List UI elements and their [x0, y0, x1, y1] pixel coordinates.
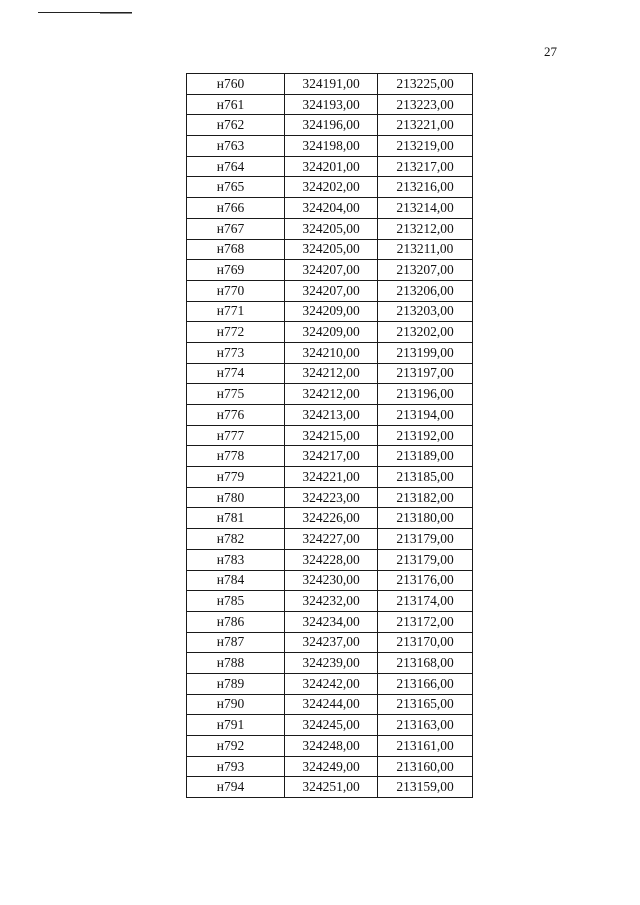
y-coordinate-cell: 213192,00 — [378, 425, 473, 446]
point-id-cell: н761 — [187, 94, 285, 115]
point-id-cell: н791 — [187, 715, 285, 736]
table-row — [187, 611, 473, 632]
point-id-cell: н779 — [187, 467, 285, 488]
y-coordinate-cell: 213194,00 — [378, 405, 473, 426]
x-coordinate-cell: 324244,00 — [285, 694, 378, 715]
point-id-cell: н790 — [187, 694, 285, 715]
table-row — [187, 425, 473, 446]
x-coordinate-cell: 324221,00 — [285, 467, 378, 488]
x-coordinate-cell: 324201,00 — [285, 156, 378, 177]
table-row — [187, 736, 473, 757]
y-coordinate-cell: 213179,00 — [378, 549, 473, 570]
table-row — [187, 115, 473, 136]
x-coordinate-cell: 324239,00 — [285, 653, 378, 674]
point-id-cell: н783 — [187, 549, 285, 570]
coordinates-table — [186, 73, 473, 798]
table-row — [187, 694, 473, 715]
y-coordinate-cell: 213179,00 — [378, 529, 473, 550]
table-row — [187, 529, 473, 550]
point-id-cell: н763 — [187, 136, 285, 157]
point-id-cell: н775 — [187, 384, 285, 405]
y-coordinate-cell: 213168,00 — [378, 653, 473, 674]
point-id-cell: н764 — [187, 156, 285, 177]
x-coordinate-cell: 324251,00 — [285, 777, 378, 798]
point-id-cell: н766 — [187, 198, 285, 219]
y-coordinate-cell: 213185,00 — [378, 467, 473, 488]
x-coordinate-cell: 324212,00 — [285, 384, 378, 405]
y-coordinate-cell: 213165,00 — [378, 694, 473, 715]
point-id-cell: н773 — [187, 342, 285, 363]
x-coordinate-cell: 324209,00 — [285, 322, 378, 343]
y-coordinate-cell: 213163,00 — [378, 715, 473, 736]
table-row — [187, 549, 473, 570]
x-coordinate-cell: 324217,00 — [285, 446, 378, 467]
y-coordinate-cell: 213223,00 — [378, 94, 473, 115]
point-id-cell: н770 — [187, 280, 285, 301]
coordinates-table-body — [187, 74, 473, 798]
table-row — [187, 280, 473, 301]
point-id-cell: н778 — [187, 446, 285, 467]
point-id-cell: н776 — [187, 405, 285, 426]
table-row — [187, 508, 473, 529]
table-row — [187, 715, 473, 736]
x-coordinate-cell: 324215,00 — [285, 425, 378, 446]
x-coordinate-cell: 324212,00 — [285, 363, 378, 384]
x-coordinate-cell: 324249,00 — [285, 756, 378, 777]
table-row — [187, 136, 473, 157]
y-coordinate-cell: 213214,00 — [378, 198, 473, 219]
point-id-cell: н772 — [187, 322, 285, 343]
x-coordinate-cell: 324207,00 — [285, 280, 378, 301]
table-row — [187, 198, 473, 219]
x-coordinate-cell: 324196,00 — [285, 115, 378, 136]
x-coordinate-cell: 324202,00 — [285, 177, 378, 198]
point-id-cell: н784 — [187, 570, 285, 591]
point-id-cell: н760 — [187, 74, 285, 95]
x-coordinate-cell: 324245,00 — [285, 715, 378, 736]
y-coordinate-cell: 213166,00 — [378, 673, 473, 694]
table-row — [187, 218, 473, 239]
y-coordinate-cell: 213212,00 — [378, 218, 473, 239]
x-coordinate-cell: 324191,00 — [285, 74, 378, 95]
y-coordinate-cell: 213170,00 — [378, 632, 473, 653]
table-row — [187, 301, 473, 322]
point-id-cell: н794 — [187, 777, 285, 798]
point-id-cell: н767 — [187, 218, 285, 239]
point-id-cell: н768 — [187, 239, 285, 260]
point-id-cell: н762 — [187, 115, 285, 136]
x-coordinate-cell: 324223,00 — [285, 487, 378, 508]
point-id-cell: н788 — [187, 653, 285, 674]
table-row — [187, 673, 473, 694]
x-coordinate-cell: 324226,00 — [285, 508, 378, 529]
point-id-cell: н769 — [187, 260, 285, 281]
y-coordinate-cell: 213174,00 — [378, 591, 473, 612]
x-coordinate-cell: 324230,00 — [285, 570, 378, 591]
x-coordinate-cell: 324209,00 — [285, 301, 378, 322]
table-row — [187, 156, 473, 177]
table-row — [187, 260, 473, 281]
x-coordinate-cell: 324210,00 — [285, 342, 378, 363]
point-id-cell: н777 — [187, 425, 285, 446]
x-coordinate-cell: 324213,00 — [285, 405, 378, 426]
y-coordinate-cell: 213182,00 — [378, 487, 473, 508]
table-row — [187, 74, 473, 95]
point-id-cell: н780 — [187, 487, 285, 508]
x-coordinate-cell: 324205,00 — [285, 218, 378, 239]
x-coordinate-cell: 324237,00 — [285, 632, 378, 653]
table-row — [187, 177, 473, 198]
x-coordinate-cell: 324205,00 — [285, 239, 378, 260]
y-coordinate-cell: 213159,00 — [378, 777, 473, 798]
point-id-cell: н785 — [187, 591, 285, 612]
y-coordinate-cell: 213221,00 — [378, 115, 473, 136]
table-row — [187, 342, 473, 363]
point-id-cell: н786 — [187, 611, 285, 632]
y-coordinate-cell: 213211,00 — [378, 239, 473, 260]
table-row — [187, 467, 473, 488]
x-coordinate-cell: 324204,00 — [285, 198, 378, 219]
y-coordinate-cell: 213217,00 — [378, 156, 473, 177]
point-id-cell: н792 — [187, 736, 285, 757]
y-coordinate-cell: 213161,00 — [378, 736, 473, 757]
page-number: 27 — [544, 44, 557, 59]
y-coordinate-cell: 213197,00 — [378, 363, 473, 384]
y-coordinate-cell: 213176,00 — [378, 570, 473, 591]
table-row — [187, 591, 473, 612]
y-coordinate-cell: 213172,00 — [378, 611, 473, 632]
y-coordinate-cell: 213219,00 — [378, 136, 473, 157]
x-coordinate-cell: 324232,00 — [285, 591, 378, 612]
point-id-cell: н774 — [187, 363, 285, 384]
table-row — [187, 405, 473, 426]
table-row — [187, 487, 473, 508]
y-coordinate-cell: 213196,00 — [378, 384, 473, 405]
table-row — [187, 632, 473, 653]
table-row — [187, 94, 473, 115]
table-row — [187, 239, 473, 260]
y-coordinate-cell: 213203,00 — [378, 301, 473, 322]
x-coordinate-cell: 324227,00 — [285, 529, 378, 550]
x-coordinate-cell: 324228,00 — [285, 549, 378, 570]
x-coordinate-cell: 324248,00 — [285, 736, 378, 757]
point-id-cell: н782 — [187, 529, 285, 550]
point-id-cell: н765 — [187, 177, 285, 198]
y-coordinate-cell: 213160,00 — [378, 756, 473, 777]
point-id-cell: н793 — [187, 756, 285, 777]
point-id-cell: н789 — [187, 673, 285, 694]
x-coordinate-cell: 324198,00 — [285, 136, 378, 157]
header-rule-tail — [100, 13, 132, 14]
table-row — [187, 384, 473, 405]
table-row — [187, 322, 473, 343]
y-coordinate-cell: 213216,00 — [378, 177, 473, 198]
y-coordinate-cell: 213206,00 — [378, 280, 473, 301]
y-coordinate-cell: 213202,00 — [378, 322, 473, 343]
x-coordinate-cell: 324234,00 — [285, 611, 378, 632]
y-coordinate-cell: 213189,00 — [378, 446, 473, 467]
x-coordinate-cell: 324242,00 — [285, 673, 378, 694]
table-row — [187, 756, 473, 777]
table-row — [187, 446, 473, 467]
y-coordinate-cell: 213207,00 — [378, 260, 473, 281]
table-row — [187, 570, 473, 591]
y-coordinate-cell: 213225,00 — [378, 74, 473, 95]
table-row — [187, 363, 473, 384]
y-coordinate-cell: 213199,00 — [378, 342, 473, 363]
point-id-cell: н771 — [187, 301, 285, 322]
x-coordinate-cell: 324193,00 — [285, 94, 378, 115]
table-row — [187, 777, 473, 798]
y-coordinate-cell: 213180,00 — [378, 508, 473, 529]
point-id-cell: н781 — [187, 508, 285, 529]
table-row — [187, 653, 473, 674]
point-id-cell: н787 — [187, 632, 285, 653]
x-coordinate-cell: 324207,00 — [285, 260, 378, 281]
